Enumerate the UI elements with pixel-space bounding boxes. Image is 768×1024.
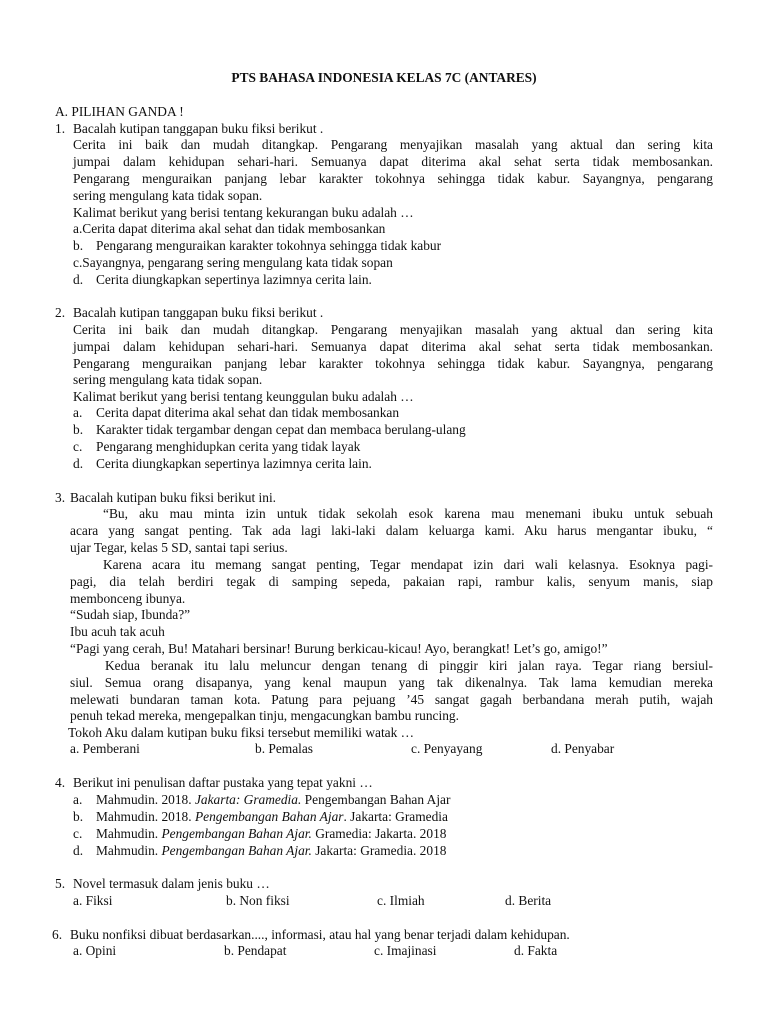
question-number: 6.	[52, 927, 63, 942]
option-a: Mahmudin. 2018. Jakarta: Gramedia. Pengembangan Bahan Ajar	[96, 792, 451, 807]
option-a-label: a.	[73, 405, 83, 420]
option-b: b. Non fiksi	[226, 893, 290, 908]
question-intro: Bacalah kutipan tanggapan buku fiksi berikut .	[73, 121, 324, 136]
passage-line: melewati bundaran taman kota. Patung para pejuang ’45 sangat gagah berbandana merah putih, wajah	[70, 692, 713, 707]
option-a: a. Opini	[73, 943, 117, 958]
question-number: 1.	[55, 121, 66, 136]
question-intro: Bacalah kutipan buku fiksi berikut ini.	[70, 490, 277, 505]
option-d-label: d.	[73, 272, 84, 287]
question-text: Berikut ini penulisan daftar pustaka yang tepat yakni …	[73, 775, 373, 790]
option-b-label: b.	[73, 809, 84, 824]
passage-line: “Sudah siap, Ibunda?”	[70, 607, 191, 622]
page-title: PTS BAHASA INDONESIA KELAS 7C (ANTARES)	[231, 70, 537, 85]
passage-line: acara yang sangat penting. Tak ada lagi laki-laki dalam keluarga kami. Aku harus mengantar ibuku, “	[70, 523, 713, 538]
option-d: Cerita diungkapkan sepertinya lazimnya cerita lain.	[96, 272, 372, 287]
passage-line: jumpai dalam kehidupan sehari-hari. Semuanya dapat diterima akal sehat serta tidak membosankan.	[73, 339, 713, 354]
option-a-label: a.	[73, 792, 83, 807]
option-b-label: b.	[73, 422, 84, 437]
section-heading: A. PILIHAN GANDA !	[55, 104, 184, 119]
option-c: c.Sayangnya, pengarang sering mengulang kata tidak sopan	[73, 255, 393, 270]
passage-line: Kedua beranak itu lalu meluncur dengan tenang di pinggir kiri jalan raya. Tegar riang bersiul-	[105, 658, 713, 673]
option-a: a.Cerita dapat diterima akal sehat dan tidak membosankan	[73, 221, 386, 236]
option-d-label: d.	[73, 456, 84, 471]
passage-line: siul. Semua orang disapanya, yang kenal maupun yang tak dikenalnya. Tak lama kemudian mereka	[70, 675, 713, 690]
option-d: Mahmudin. Pengembangan Bahan Ajar. Jakarta: Gramedia. 2018	[96, 843, 447, 858]
question-number: 2.	[55, 305, 66, 320]
passage-line: “Bu, aku mau minta izin untuk tidak sekolah esok karena mau menemani ibuku untuk sebuah	[103, 506, 713, 521]
passage-line: Cerita ini baik dan mudah ditangkap. Pengarang menyajikan masalah yang aktual dan sering kita	[73, 137, 713, 152]
question-text: Kalimat berikut yang berisi tentang kekurangan buku adalah …	[73, 205, 414, 220]
option-d: d. Fakta	[514, 943, 558, 958]
option-a: Cerita dapat diterima akal sehat dan tidak membosankan	[96, 405, 400, 420]
passage-line: membonceng ibunya.	[70, 591, 186, 606]
question-text: Novel termasuk dalam jenis buku …	[73, 876, 270, 891]
passage-line: Karena acara itu memang sangat penting, Tegar mendapat izin dari wali kelasnya. Esoknya pagi-	[103, 557, 713, 572]
question-intro: Bacalah kutipan tanggapan buku fiksi berikut .	[73, 305, 324, 320]
option-c: Pengarang menghidupkan cerita yang tidak layak	[96, 439, 361, 454]
passage-line: Pengarang menguraikan panjang lebar karakter tokohnya sehingga tidak kabur. Sayangnya, pengarang	[73, 171, 713, 186]
option-b: b. Pemalas	[255, 741, 314, 756]
passage-line: Ibu acuh tak acuh	[70, 624, 165, 639]
option-c-label: c.	[73, 826, 83, 841]
option-a: a. Pemberani	[70, 741, 140, 756]
passage-line: Pengarang menguraikan panjang lebar karakter tokohnya sehingga tidak kabur. Sayangnya, pengarang	[73, 356, 713, 371]
passage-line: sering mengulang kata tidak sopan.	[73, 372, 263, 387]
passage-line: Cerita ini baik dan mudah ditangkap. Pengarang menyajikan masalah yang aktual dan sering kita	[73, 322, 713, 337]
passage-line: jumpai dalam kehidupan sehari-hari. Semuanya dapat diterima akal sehat serta tidak membosankan.	[73, 154, 713, 169]
option-b: Karakter tidak tergambar dengan cepat dan membaca berulang-ulang	[96, 422, 466, 437]
option-c: c. Penyayang	[411, 741, 483, 756]
option-b: b. Pendapat	[224, 943, 287, 958]
option-b: Pengarang menguraikan karakter tokohnya sehingga tidak kabur	[96, 238, 442, 253]
option-d: d. Penyabar	[551, 741, 615, 756]
passage-line: penuh tekad mereka, mengepalkan tinju, mengacungkan bambu runcing.	[70, 708, 459, 723]
question-text: Kalimat berikut yang berisi tentang keunggulan buku adalah …	[73, 389, 414, 404]
question-text: Buku nonfiksi dibuat berdasarkan...., informasi, atau hal yang benar terjadi dalam kehidupan.	[70, 927, 570, 942]
option-c-label: c.	[73, 439, 83, 454]
option-b-label: b.	[73, 238, 84, 253]
question-number: 4.	[55, 775, 66, 790]
option-c: Mahmudin. Pengembangan Bahan Ajar. Gramedia: Jakarta. 2018	[96, 826, 447, 841]
question-number: 3.	[55, 490, 66, 505]
question-number: 5.	[55, 876, 66, 891]
option-b: Mahmudin. 2018. Pengembangan Bahan Ajar. Jakarta: Gramedia	[96, 809, 448, 824]
passage-line: pagi, dia telah berdiri tegak di samping sepeda, pakaian rapi, rambur kalis, senyum manis, siap	[70, 574, 713, 589]
passage-line: “Pagi yang cerah, Bu! Matahari bersinar! Burung berkicau-kicau! Ayo, berangkat! Let’s go, amigo!”	[70, 641, 608, 656]
option-d: d. Berita	[505, 893, 552, 908]
option-c: c. Ilmiah	[377, 893, 425, 908]
option-d-label: d.	[73, 843, 84, 858]
option-a: a. Fiksi	[73, 893, 113, 908]
question-text: Tokoh Aku dalam kutipan buku fiksi tersebut memiliki watak …	[68, 725, 415, 740]
passage-line: sering mengulang kata tidak sopan.	[73, 188, 263, 203]
passage-line: ujar Tegar, kelas 5 SD, santai tapi serius.	[70, 540, 288, 555]
option-d: Cerita diungkapkan sepertinya lazimnya cerita lain.	[96, 456, 372, 471]
option-c: c. Imajinasi	[374, 943, 437, 958]
